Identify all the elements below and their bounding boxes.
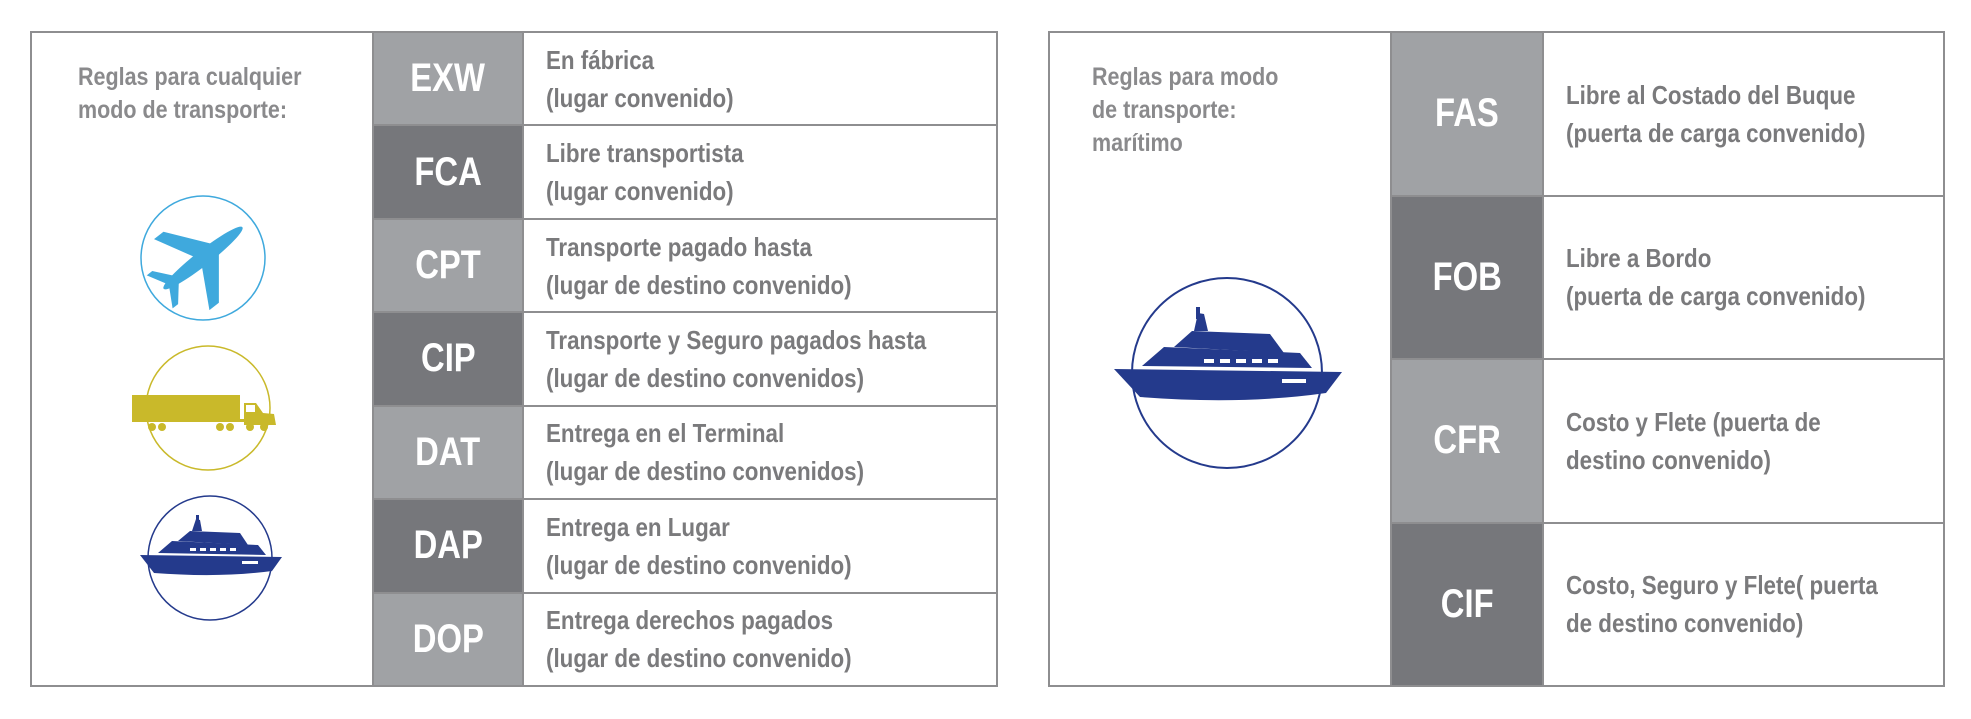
rule-description: Libre transportista (lugar convenido): [546, 138, 744, 207]
ship-icon: [130, 493, 290, 623]
rule-description: Libre al Costado del Buque (puerta de carga convenido): [1566, 79, 1866, 148]
rule-code: DAP: [374, 500, 524, 591]
rule-code: FAS: [1392, 33, 1544, 195]
rule-description: Entrega en Lugar (lugar de destino convenido): [546, 511, 852, 580]
ship-icon: [1112, 273, 1342, 473]
rule-description: Costo y Flete (puerta de destino convenido): [1566, 406, 1821, 475]
rule-description: Transporte y Seguro pagados hasta (lugar de destino convenidos): [546, 324, 927, 393]
any-mode-rules-list: [372, 33, 996, 685]
rule-row-cfr: [1392, 358, 1943, 522]
rule-code: EXW: [374, 33, 524, 124]
rule-row-dat: [374, 405, 996, 498]
maritime-rules-list: [1390, 33, 1943, 685]
rules-maritime-panel: [1048, 31, 1945, 687]
rule-code: FOB: [1392, 197, 1544, 359]
rule-description: Costo, Seguro y Flete( puerta de destino convenido): [1566, 570, 1878, 639]
maritime-sidebar: [1050, 33, 1390, 685]
rule-description: Entrega derechos pagados (lugar de destino convenido): [546, 605, 852, 674]
rule-code: CIF: [1392, 524, 1544, 686]
rule-description: Transporte pagado hasta (lugar de destino convenido): [546, 231, 852, 300]
rule-row-exw: [374, 33, 996, 124]
rule-row-cif: [1392, 522, 1943, 686]
rule-code: CPT: [374, 220, 524, 311]
rule-row-cpt: [374, 218, 996, 311]
airplane-icon: [138, 193, 268, 323]
rules-any-mode-panel: [30, 31, 998, 687]
maritime-title: [1092, 61, 1278, 160]
rule-code: CIP: [374, 313, 524, 404]
rule-code: DAT: [374, 407, 524, 498]
rule-row-cip: [374, 311, 996, 404]
any-mode-title-line1: Reglas para cualquier: [78, 63, 302, 91]
any-mode-sidebar: [32, 33, 372, 685]
rule-description: Libre a Bordo (puerta de carga convenido): [1566, 243, 1866, 312]
rule-row-dop: [374, 592, 996, 685]
truck-icon: [126, 343, 286, 473]
any-mode-title-line2: modo de transporte:: [78, 96, 288, 124]
rule-description: En fábrica (lugar convenido): [546, 44, 734, 113]
rule-code: FCA: [374, 126, 524, 217]
rule-row-fca: [374, 124, 996, 217]
any-mode-title: [78, 61, 301, 127]
maritime-title-line2: de transporte:: [1092, 96, 1237, 124]
rule-description: Entrega en el Terminal (lugar de destino convenidos): [546, 418, 865, 487]
maritime-title-line1: Reglas para modo: [1092, 63, 1279, 91]
rule-row-fob: [1392, 195, 1943, 359]
rule-code: DOP: [374, 594, 524, 685]
maritime-title-line3: marítimo: [1092, 129, 1183, 157]
rule-code: CFR: [1392, 360, 1544, 522]
rule-row-dap: [374, 498, 996, 591]
rule-row-fas: [1392, 33, 1943, 195]
